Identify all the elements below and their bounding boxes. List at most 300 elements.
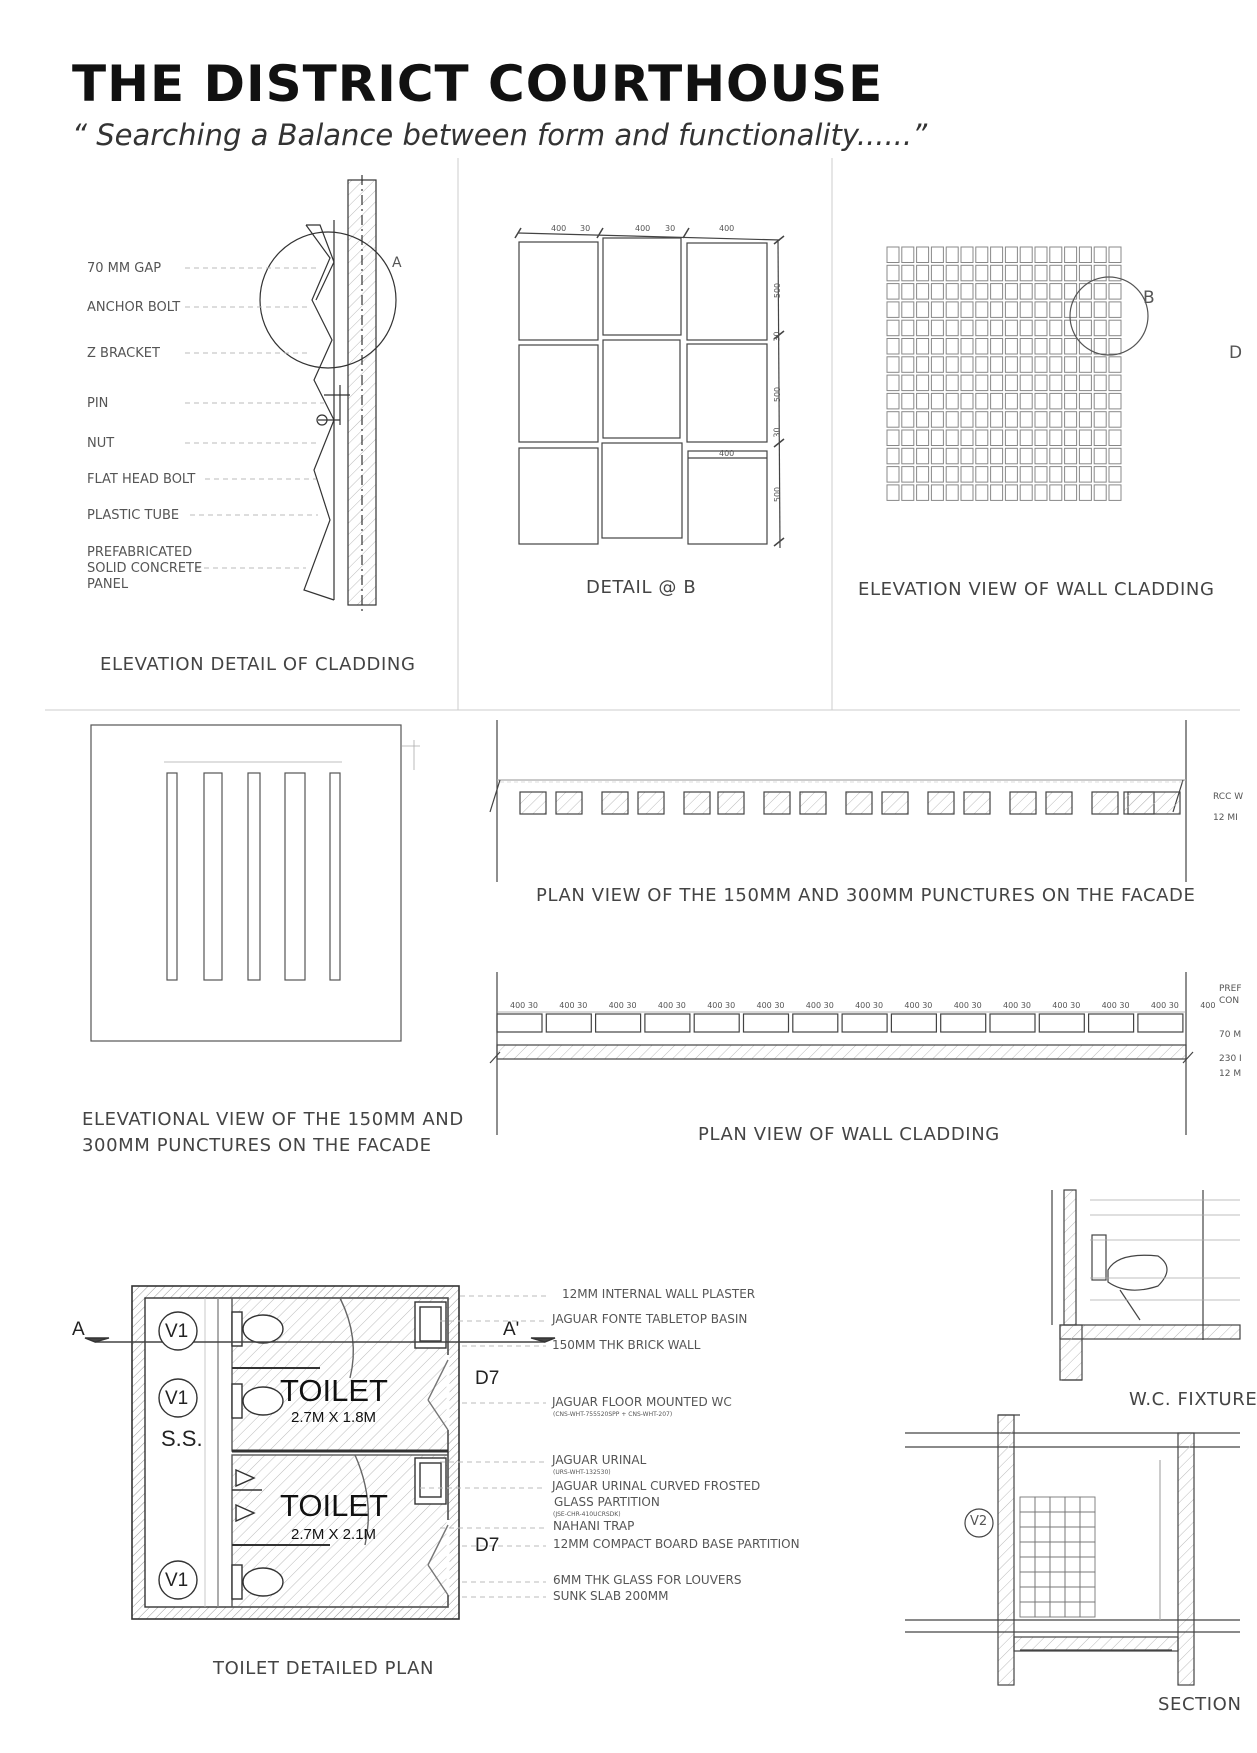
cladding-tile: [1094, 448, 1106, 464]
wall-tile: [1035, 1572, 1050, 1587]
cladding-tile: [917, 430, 929, 446]
wall-plan-dim: 400 30: [805, 1001, 834, 1010]
cladding-tile: [946, 467, 958, 483]
cladding-tile: [902, 485, 914, 501]
punctures-elevation-drawing: [91, 725, 420, 1041]
callout-a-label: A: [392, 255, 402, 271]
cladding-tile: [1109, 430, 1121, 446]
cladding-tile: [991, 485, 1003, 501]
cladding-panel: [1039, 1014, 1084, 1032]
cladding-tile: [1065, 467, 1077, 483]
cladding-tile: [1035, 339, 1047, 355]
wall-tile: [1035, 1542, 1050, 1557]
cladding-tile: [1035, 448, 1047, 464]
caption-detail-b: DETAIL @ B: [586, 577, 697, 598]
label-glass-partition: GLASS PARTITION: [554, 1495, 660, 1509]
puncture: [520, 792, 546, 814]
wall-tile: [1050, 1587, 1065, 1602]
cladding-tile: [887, 302, 899, 318]
cladding-panel: [793, 1014, 838, 1032]
cladding-tile: [931, 247, 943, 263]
toilet-1-name: TOILET: [280, 1373, 388, 1408]
cladding-tile: [931, 375, 943, 391]
cladding-tile: [1079, 448, 1091, 464]
cladding-tile: [1020, 339, 1032, 355]
cladding-panel: [941, 1014, 986, 1032]
toilet-2-size: 2.7M X 2.1M: [291, 1526, 377, 1543]
label-70mm-gap: 70 MM GAP: [87, 261, 162, 276]
caption-punctures-elev-2: 300MM PUNCTURES ON THE FACADE: [82, 1135, 432, 1156]
cladding-tile: [991, 302, 1003, 318]
cladding-tile: [946, 320, 958, 336]
cladding-tile: [1005, 247, 1017, 263]
tag-v1-bottom: V1: [165, 1570, 189, 1591]
dim-side-4: 30: [772, 427, 782, 438]
wall-plan-dim: 400 30: [855, 1001, 884, 1010]
cladding-tile: [1005, 284, 1017, 300]
wall-tile: [1080, 1527, 1095, 1542]
cladding-tile: [902, 375, 914, 391]
puncture: [1092, 792, 1118, 814]
cladding-tile: [1079, 357, 1091, 373]
cladding-tile: [887, 393, 899, 409]
cladding-tile: [946, 284, 958, 300]
cladding-tile: [887, 357, 899, 373]
puncture: [882, 792, 908, 814]
tag-v1-top: V1: [165, 1321, 189, 1342]
wall-tile: [1080, 1512, 1095, 1527]
code-partition: (JSE-CHR-410UCRSDK): [553, 1511, 621, 1518]
cladding-tile: [902, 448, 914, 464]
cladding-tile: [1020, 375, 1032, 391]
cladding-tile: [991, 339, 1003, 355]
cladding-tile: [1050, 247, 1062, 263]
wall-plan-label-5: 12 M: [1219, 1069, 1242, 1079]
cladding-tile: [1005, 430, 1017, 446]
cladding-tile: [976, 467, 988, 483]
cladding-tile: [1109, 485, 1121, 501]
wall-tile: [1080, 1602, 1095, 1617]
cladding-tile: [946, 448, 958, 464]
cladding-tile: [961, 357, 973, 373]
toilet-plan-drawing: [85, 1286, 555, 1619]
dim-top-1: 400: [551, 224, 567, 233]
puncture: [602, 792, 628, 814]
label-pin: PIN: [87, 396, 109, 411]
wall-tile: [1020, 1602, 1035, 1617]
cladding-tile: [1050, 339, 1062, 355]
cladding-tile: [1094, 375, 1106, 391]
wall-tile: [1050, 1542, 1065, 1557]
cladding-tile: [946, 247, 958, 263]
cladding-tile: [931, 265, 943, 281]
cladding-tile: [976, 265, 988, 281]
cladding-tile: [1094, 320, 1106, 336]
wall-tile: [1020, 1497, 1035, 1512]
wall-plan-dim: 400 30: [608, 1001, 637, 1010]
cladding-panel: [1138, 1014, 1183, 1032]
cladding-tile: [976, 339, 988, 355]
caption-toilet-plan: TOILET DETAILED PLAN: [213, 1658, 435, 1679]
punctures-right-label-1: RCC W: [1213, 792, 1244, 802]
cladding-tile: [1035, 430, 1047, 446]
cladding-tile: [991, 320, 1003, 336]
cladding-tile: [961, 247, 973, 263]
cladding-tile: [1035, 467, 1047, 483]
cladding-tile: [1020, 412, 1032, 428]
cladding-tile: [902, 357, 914, 373]
label-brick-wall: 150MM THK BRICK WALL: [552, 1338, 701, 1352]
cladding-tile: [991, 467, 1003, 483]
cladding-tile: [1065, 393, 1077, 409]
label-anchor-bolt: ANCHOR BOLT: [87, 300, 181, 315]
wc-fixture-drawing: [1052, 1190, 1240, 1380]
section-tile-grid: [1020, 1497, 1095, 1617]
caption-elevation-detail: ELEVATION DETAIL OF CLADDING: [100, 654, 416, 675]
detail-b-drawing: [515, 228, 784, 548]
cladding-tile: [961, 320, 973, 336]
wall-plan-dim: 400 30: [904, 1001, 933, 1010]
toilet-2-name: TOILET: [280, 1488, 388, 1523]
wall-tile: [1050, 1512, 1065, 1527]
cladding-tile: [1020, 430, 1032, 446]
cladding-tile: [902, 284, 914, 300]
cladding-tile: [1005, 393, 1017, 409]
cladding-tile: [1050, 467, 1062, 483]
dim-side-2: 30: [772, 331, 782, 342]
cladding-tile: [902, 412, 914, 428]
cladding-tile: [1005, 467, 1017, 483]
wall-tile: [1065, 1512, 1080, 1527]
wall-tile: [1065, 1497, 1080, 1512]
cladding-panel: [497, 1014, 542, 1032]
cladding-tile: [946, 430, 958, 446]
cladding-tile: [1050, 393, 1062, 409]
cladding-tile: [1079, 284, 1091, 300]
wall-tile: [1065, 1527, 1080, 1542]
wall-plan-dim: 400 30: [1052, 1001, 1081, 1010]
cladding-tile: [1094, 430, 1106, 446]
wall-tile: [1020, 1572, 1035, 1587]
cladding-tile: [1020, 302, 1032, 318]
cladding-tile: [1109, 302, 1121, 318]
cladding-tile: [1005, 302, 1017, 318]
cladding-tile: [1020, 320, 1032, 336]
cladding-tile: [1020, 485, 1032, 501]
cladding-tile: [1094, 284, 1106, 300]
punctures-plan-drawing: [490, 720, 1186, 882]
cladding-tile: [946, 339, 958, 355]
cladding-tile: [946, 412, 958, 428]
cladding-tile: [1065, 265, 1077, 281]
wall-tile: [1035, 1557, 1050, 1572]
label-sunk-slab: SUNK SLAB 200MM: [553, 1589, 669, 1603]
cladding-tile: [917, 393, 929, 409]
puncture: [1124, 792, 1180, 814]
cladding-tile: [1050, 412, 1062, 428]
cladding-tile: [991, 430, 1003, 446]
punctures-right-label-2: 12 MI: [1213, 813, 1238, 823]
cladding-tile: [1050, 302, 1062, 318]
cladding-tile: [946, 265, 958, 281]
cladding-tile: [1020, 393, 1032, 409]
cladding-tile: [887, 448, 899, 464]
cladding-tile: [917, 485, 929, 501]
cladding-tile: [1109, 393, 1121, 409]
caption-section: SECTION: [1158, 1694, 1242, 1715]
cladding-tile: [1065, 247, 1077, 263]
dim-inner: 400: [719, 449, 735, 458]
wall-tile: [1080, 1497, 1095, 1512]
cladding-tile: [1050, 265, 1062, 281]
cladding-tile: [1035, 485, 1047, 501]
cladding-tile: [1065, 339, 1077, 355]
cladding-tile: [1005, 412, 1017, 428]
wall-plan-label-3: 70 M: [1219, 1030, 1242, 1040]
cladding-panel: [842, 1014, 887, 1032]
dim-top-4: 30: [665, 224, 676, 233]
cladding-tile: [961, 448, 973, 464]
cladding-panel: [990, 1014, 1035, 1032]
cladding-tile: [1109, 448, 1121, 464]
cladding-tile: [1079, 375, 1091, 391]
cladding-tile: [991, 357, 1003, 373]
cladding-tile: [1050, 357, 1062, 373]
wall-plan-dim: 400 30: [953, 1001, 982, 1010]
wall-plan-label-2: CON: [1219, 996, 1240, 1006]
puncture-row: [520, 792, 1180, 814]
cladding-tile: [991, 393, 1003, 409]
section-mark-a-prime: A': [503, 1319, 520, 1340]
cladding-tile: [1079, 302, 1091, 318]
wall-tile: [1035, 1602, 1050, 1617]
cladding-detail-leaders: [185, 268, 324, 568]
cladding-tile: [917, 247, 929, 263]
puncture: [964, 792, 990, 814]
wall-tile: [1020, 1587, 1035, 1602]
callout-b-label: B: [1143, 288, 1155, 308]
cladding-tile: [931, 467, 943, 483]
cladding-panel: [596, 1014, 641, 1032]
wall-plan-dim: 400 30: [707, 1001, 736, 1010]
cladding-tile: [902, 302, 914, 318]
cladding-tile: [1109, 339, 1121, 355]
wall-tile: [1020, 1527, 1035, 1542]
panel-dividers: [45, 158, 1243, 710]
cladding-tile: [961, 302, 973, 318]
label-plastic-tube: PLASTIC TUBE: [87, 508, 180, 523]
dim-top-3: 400: [635, 224, 651, 233]
cladding-tile: [961, 265, 973, 281]
cladding-tile: [917, 320, 929, 336]
caption-punctures-elev-1: ELEVATIONAL VIEW OF THE 150MM AND: [82, 1109, 464, 1130]
cladding-tile: [976, 284, 988, 300]
cladding-tile: [917, 375, 929, 391]
wall-plan-dim: 400 30: [756, 1001, 785, 1010]
label-nut: NUT: [87, 436, 115, 451]
cladding-tile: [902, 430, 914, 446]
wall-tile: [1065, 1587, 1080, 1602]
toilet-1-size: 2.7M X 1.8M: [291, 1409, 377, 1426]
cladding-tile: [961, 467, 973, 483]
cladding-tile: [917, 265, 929, 281]
cladding-tile: [931, 339, 943, 355]
cladding-tile: [961, 375, 973, 391]
wall-tile: [1050, 1527, 1065, 1542]
label-flat-head-bolt: FLAT HEAD BOLT: [87, 472, 196, 487]
cladding-tile: [1094, 412, 1106, 428]
cladding-tile: [991, 284, 1003, 300]
label-compact-board: 12MM COMPACT BOARD BASE PARTITION: [553, 1537, 800, 1551]
wall-plan-dim: 400 30: [1150, 1001, 1179, 1010]
cladding-panel: [645, 1014, 690, 1032]
cladding-tile: [1109, 412, 1121, 428]
section-mark-a: A: [72, 1319, 85, 1340]
wall-plan-panels: [497, 1012, 1186, 1032]
tag-d7-top: D7: [475, 1368, 500, 1389]
cladding-tile: [887, 320, 899, 336]
wall-tile: [1050, 1572, 1065, 1587]
label-glass-louvers: 6MM THK GLASS FOR LOUVERS: [553, 1573, 742, 1587]
cladding-tile: [931, 357, 943, 373]
cladding-tile: [902, 320, 914, 336]
code-urinal: (URS-WHT-132530): [553, 1469, 611, 1476]
cladding-tile: [1109, 467, 1121, 483]
cladding-tile: [1050, 430, 1062, 446]
cladding-tile: [887, 430, 899, 446]
puncture: [764, 792, 790, 814]
cladding-tile: [887, 265, 899, 281]
wall-tile: [1065, 1572, 1080, 1587]
cladding-tile: [1035, 247, 1047, 263]
wall-tile: [1080, 1542, 1095, 1557]
cladding-tile: [1109, 357, 1121, 373]
cladding-tile: [887, 485, 899, 501]
cladding-tile: [1094, 302, 1106, 318]
cladding-tile: [1065, 430, 1077, 446]
wall-tile: [1035, 1527, 1050, 1542]
puncture: [800, 792, 826, 814]
cladding-tile: [1035, 265, 1047, 281]
puncture: [638, 792, 664, 814]
cladding-tile: [1079, 320, 1091, 336]
cladding-tile: [976, 357, 988, 373]
cladding-tile: [917, 302, 929, 318]
cladding-tile: [902, 247, 914, 263]
edge-text-d: D: [1229, 343, 1243, 363]
cladding-tile: [931, 412, 943, 428]
cladding-panel: [1089, 1014, 1134, 1032]
wall-plan-drawing: [490, 972, 1193, 1135]
puncture: [684, 792, 710, 814]
cladding-tile: [1020, 448, 1032, 464]
tag-ss: S.S.: [161, 1426, 203, 1451]
caption-punctures-plan: PLAN VIEW OF THE 150MM AND 300MM PUNCTURES ON THE FACADE: [536, 885, 1196, 906]
sheet-subtitle: “ Searching a Balance between form and functionality......”: [72, 118, 928, 152]
cladding-tile: [902, 393, 914, 409]
label-z-bracket: Z BRACKET: [87, 346, 160, 361]
cladding-tile: [1065, 485, 1077, 501]
cladding-tile: [1065, 412, 1077, 428]
cladding-tile: [1079, 485, 1091, 501]
cladding-tile: [887, 247, 899, 263]
cladding-tile: [1079, 247, 1091, 263]
label-floor-mounted-wc: JAGUAR FLOOR MOUNTED WC: [552, 1395, 732, 1409]
cladding-tile: [1094, 339, 1106, 355]
cladding-tile: [902, 339, 914, 355]
cladding-tile: [976, 375, 988, 391]
tag-d7-bottom: D7: [475, 1535, 500, 1556]
cladding-tile: [1065, 448, 1077, 464]
cladding-tile: [976, 485, 988, 501]
cladding-tile: [887, 412, 899, 428]
cladding-tile: [946, 357, 958, 373]
wall-tile: [1065, 1542, 1080, 1557]
cladding-tile: [991, 375, 1003, 391]
cladding-tile: [976, 302, 988, 318]
cladding-tile: [1005, 485, 1017, 501]
cladding-tile: [976, 412, 988, 428]
cladding-tile: [1035, 412, 1047, 428]
cladding-tile: [1005, 448, 1017, 464]
tag-v1-mid: V1: [165, 1388, 189, 1409]
cladding-tile: [1079, 430, 1091, 446]
cladding-tile: [917, 339, 929, 355]
wall-tile: [1035, 1512, 1050, 1527]
label-tabletop-basin: JAGUAR FONTE TABLETOP BASIN: [552, 1312, 748, 1326]
cladding-tile: [946, 393, 958, 409]
cladding-tile: [1109, 375, 1121, 391]
wall-tile: [1020, 1512, 1035, 1527]
cladding-tile: [1005, 320, 1017, 336]
wall-tile: [1080, 1587, 1095, 1602]
cladding-tile: [931, 448, 943, 464]
cladding-tile: [1079, 265, 1091, 281]
cladding-tile: [976, 448, 988, 464]
cladding-tile: [917, 467, 929, 483]
cladding-tile: [976, 247, 988, 263]
wall-tile: [1050, 1557, 1065, 1572]
label-prefabricated: PREFABRICATED: [87, 545, 193, 560]
cladding-panel: [744, 1014, 789, 1032]
dim-side-3: 500: [773, 386, 783, 403]
cladding-tile: [1020, 467, 1032, 483]
cladding-tile: [1065, 357, 1077, 373]
wall-plan-dim: 400: [1200, 1001, 1216, 1010]
code-wc: (CNS-WHT-755520SPP + CNS-WHT-207): [553, 1411, 673, 1418]
caption-wall-plan: PLAN VIEW OF WALL CLADDING: [698, 1124, 1000, 1145]
cladding-tile: [931, 284, 943, 300]
cladding-tile: [991, 412, 1003, 428]
cladding-tile: [1035, 284, 1047, 300]
cladding-tile: [902, 467, 914, 483]
cladding-tile: [1079, 393, 1091, 409]
puncture: [928, 792, 954, 814]
cladding-panel: [546, 1014, 591, 1032]
cladding-tile: [946, 375, 958, 391]
cladding-tile: [931, 320, 943, 336]
cladding-panel: [891, 1014, 936, 1032]
label-solid-concrete: SOLID CONCRETE: [87, 561, 203, 576]
cladding-tile: [1035, 393, 1047, 409]
cladding-tile: [946, 302, 958, 318]
tag-v2: V2: [970, 1514, 988, 1529]
wall-plan-dim: 400 30: [510, 1001, 538, 1010]
sheet-title: THE DISTRICT COURTHOUSE: [72, 55, 884, 113]
cladding-tile: [1094, 393, 1106, 409]
cladding-tile: [1109, 320, 1121, 336]
cladding-tile: [1050, 375, 1062, 391]
